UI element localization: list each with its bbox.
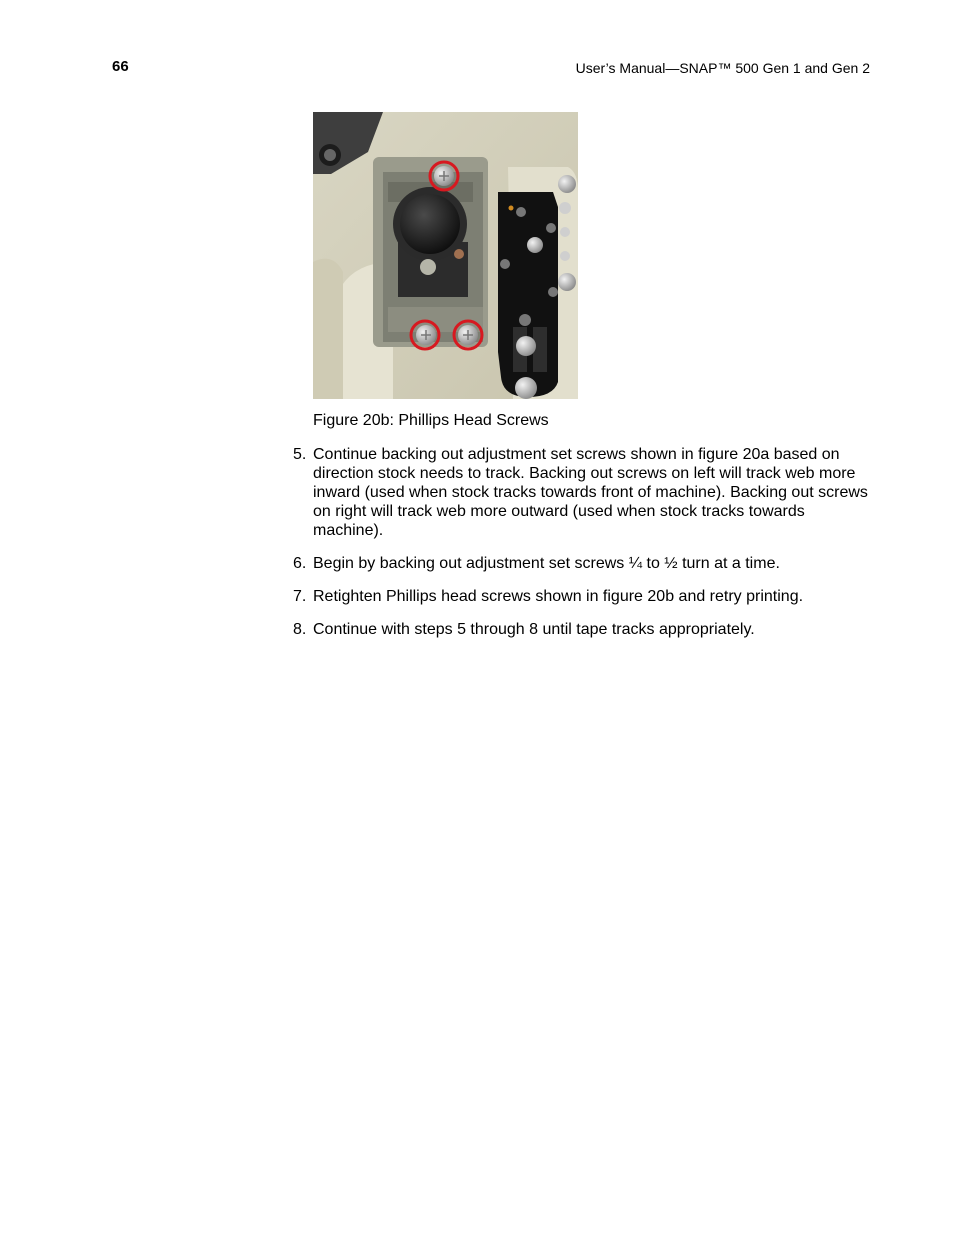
- step-text: Continue backing out adjustment set screws shown in figure 20a based on direction stock needs to track. Backing out screws on left will track web more inward (used when stock tracks towards front of machine). Backing out screws on right will track web more outward (used when stock tracks towards machine).: [313, 446, 868, 539]
- step-number: 6.: [293, 555, 307, 572]
- instruction-list: [293, 445, 873, 653]
- step-text: Begin by backing out adjustment set screws ¼ to ½ turn at a time.: [313, 555, 780, 572]
- page-number: 66: [112, 58, 129, 75]
- phillips-screws-figure: [313, 112, 578, 399]
- step-number: 7.: [293, 588, 307, 605]
- list-item: [293, 620, 873, 639]
- figure-caption: Figure 20b: Phillips Head Screws: [313, 412, 549, 429]
- step-text: Retighten Phillips head screws shown in figure 20b and retry printing.: [313, 588, 804, 605]
- list-item: [293, 587, 873, 606]
- step-number: 5.: [293, 446, 307, 463]
- list-item: [293, 445, 873, 540]
- phillips-screw-bottom-left: [416, 325, 436, 345]
- list-item: [293, 554, 873, 573]
- step-number: 8.: [293, 621, 307, 638]
- phillips-screw-bottom-right: [458, 325, 478, 345]
- step-text: Continue with steps 5 through 8 until tape tracks appropriately.: [313, 621, 755, 638]
- phillips-screw-top: [434, 166, 454, 186]
- running-header: User’s Manual—SNAP™ 500 Gen 1 and Gen 2: [575, 60, 870, 76]
- machine-photo: [313, 112, 578, 399]
